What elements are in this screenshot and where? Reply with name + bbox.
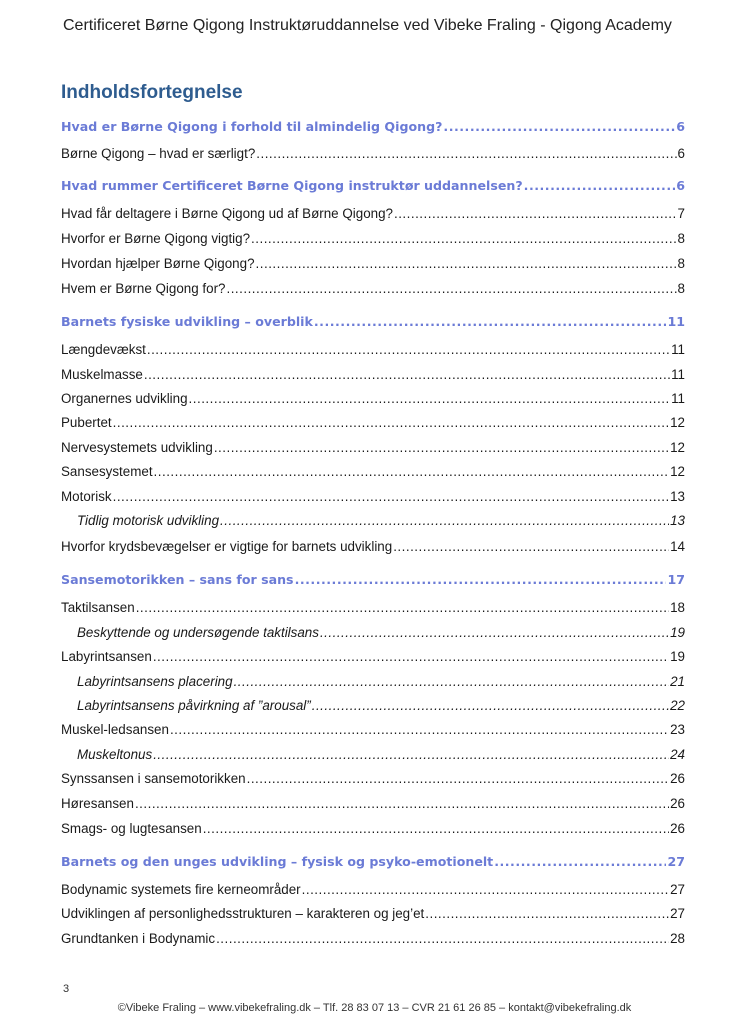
toc-entry-page: 8	[677, 281, 685, 296]
toc-entry-page: 26	[670, 771, 685, 786]
toc-entry-page: 27	[670, 882, 685, 897]
toc-leader-dots	[295, 571, 667, 589]
toc-leader-dots	[425, 905, 669, 923]
toc-entry[interactable]	[61, 599, 685, 617]
toc-entry-label: Synssansen i sansemotorikken	[61, 771, 246, 786]
toc-entry-page: 27	[667, 854, 685, 869]
toc-leader-dots	[393, 538, 669, 556]
toc-entry-label: Længdevækst	[61, 342, 146, 357]
toc-entry[interactable]	[61, 795, 685, 813]
toc-entry-page: 23	[670, 722, 685, 737]
toc-entry[interactable]	[61, 463, 685, 481]
toc-entry-page: 21	[670, 674, 685, 689]
toc-entry-page: 11	[671, 367, 685, 382]
toc-leader-dots	[136, 599, 669, 617]
toc-entry-page: 18	[670, 600, 685, 615]
toc-entry-label: Hvad er Børne Qigong i forhold til almindelig Qigong?	[61, 119, 443, 134]
toc-entry-page: 19	[670, 649, 685, 664]
toc-entry-page: 6	[677, 146, 685, 161]
toc-leader-dots	[153, 648, 669, 666]
toc-leader-dots	[251, 230, 677, 248]
toc-entry-label: Muskeltonus	[77, 747, 153, 762]
toc-entry-page: 14	[670, 539, 685, 554]
toc-leader-dots	[203, 820, 669, 838]
toc-entry-label: Børne Qigong – hvad er særligt?	[61, 146, 256, 161]
toc-entry-page: 7	[677, 206, 685, 221]
toc-leader-dots	[256, 145, 676, 163]
toc-entry-label: Organernes udvikling	[61, 391, 188, 406]
toc-entry[interactable]	[61, 820, 685, 838]
toc-entry-page: 6	[676, 119, 685, 134]
toc-leader-dots	[394, 205, 677, 223]
toc-entry[interactable]	[61, 205, 685, 223]
toc-leader-dots	[216, 930, 669, 948]
toc-leader-dots	[220, 512, 669, 530]
toc-leader-dots	[189, 390, 671, 408]
toc-entry-page: 13	[670, 489, 685, 504]
toc-entry-page: 12	[670, 464, 685, 479]
toc-entry-label: Muskelmasse	[61, 367, 143, 382]
toc-entry-page: 12	[670, 415, 685, 430]
toc-entry-label: Tidlig motorisk udvikling	[77, 513, 220, 528]
toc-entry-page: 13	[670, 513, 685, 528]
toc-entry-label: Høresansen	[61, 796, 134, 811]
toc-leader-dots	[147, 341, 670, 359]
toc-entry-label: Muskel-ledsansen	[61, 722, 169, 737]
document-header: Certificeret Børne Qigong Instruktøruddannelse ved Vibeke Fraling - Qigong Academy	[63, 17, 672, 34]
toc-leader-dots	[153, 746, 669, 764]
toc-leader-dots	[320, 624, 669, 642]
toc-leader-dots	[312, 697, 669, 715]
toc-leader-dots	[226, 280, 676, 298]
toc-entry[interactable]	[61, 648, 685, 666]
toc-entry[interactable]	[61, 230, 685, 248]
toc-entry-label: Hvem er Børne Qigong for?	[61, 281, 226, 296]
toc-entry[interactable]	[61, 118, 685, 136]
toc-leader-dots	[524, 177, 676, 195]
toc-entry[interactable]	[61, 770, 685, 788]
toc-entry[interactable]	[61, 930, 685, 948]
toc-entry[interactable]	[61, 313, 685, 331]
toc-leader-dots	[247, 770, 670, 788]
toc-entry-label: Beskyttende og undersøgende taktilsans	[77, 625, 319, 640]
toc-entry-label: Hvorfor krydsbevægelser er vigtige for barnets udvikling	[61, 539, 393, 554]
toc-entry[interactable]	[61, 341, 685, 359]
toc-entry-label: Udviklingen af personlighedsstrukturen – karakteren og jeg’et	[61, 906, 425, 921]
toc-entry-label: Hvad rummer Certificeret Børne Qigong instruktør uddannelsen?	[61, 178, 523, 193]
toc-entry-page: 24	[670, 747, 685, 762]
toc-entry-label: Hvorfor er Børne Qigong vigtig?	[61, 231, 251, 246]
toc-leader-dots	[314, 313, 667, 331]
toc-title: Indholdsfortegnelse	[61, 82, 243, 103]
toc-entry-page: 28	[670, 931, 685, 946]
toc-entry[interactable]	[77, 512, 685, 530]
toc-entry[interactable]	[61, 538, 685, 556]
toc-entry-label: Labyrintsansens placering	[77, 674, 233, 689]
toc-leader-dots	[154, 463, 670, 481]
toc-entry[interactable]	[61, 905, 685, 923]
toc-entry-label: Taktilsansen	[61, 600, 135, 615]
toc-entry[interactable]	[61, 414, 685, 432]
toc-entry-label: Labyrintsansen	[61, 649, 152, 664]
toc-entry[interactable]	[61, 280, 685, 298]
toc-entry[interactable]	[61, 721, 685, 739]
toc-entry-page: 26	[670, 796, 685, 811]
toc-entry[interactable]	[61, 488, 685, 506]
toc-entry-label: Smags- og lugtesansen	[61, 821, 202, 836]
toc-entry-label: Pubertet	[61, 415, 112, 430]
toc-entry[interactable]	[61, 439, 685, 457]
toc-entry-page: 8	[677, 231, 685, 246]
toc-entry[interactable]	[61, 177, 685, 195]
toc-leader-dots	[234, 673, 670, 691]
toc-entry-page: 22	[670, 698, 685, 713]
toc-entry[interactable]	[61, 571, 685, 589]
page-number: 3	[63, 983, 70, 995]
toc-entry-page: 27	[670, 906, 685, 921]
toc-entry-page: 11	[667, 314, 685, 329]
toc-entry-page: 19	[670, 625, 685, 640]
toc-leader-dots	[144, 366, 670, 384]
toc-entry-page: 6	[676, 178, 685, 193]
toc-leader-dots	[135, 795, 669, 813]
toc-leader-dots	[214, 439, 669, 457]
toc-entry-label: Motorisk	[61, 489, 112, 504]
toc-entry-page: 12	[670, 440, 685, 455]
toc-entry[interactable]	[61, 881, 685, 899]
toc-entry-label: Barnets fysiske udvikling – overblik	[61, 314, 313, 329]
toc-entry-label: Grundtanken i Bodynamic	[61, 931, 216, 946]
toc-entry-page: 11	[671, 342, 685, 357]
toc-entry[interactable]	[77, 673, 685, 691]
toc-leader-dots	[113, 488, 669, 506]
toc-entry[interactable]	[77, 746, 685, 764]
toc-entry-label: Hvad får deltagere i Børne Qigong ud af Børne Qigong?	[61, 206, 393, 221]
toc-entry[interactable]	[61, 145, 685, 163]
toc-leader-dots	[170, 721, 669, 739]
toc-entry-label: Nervesystemets udvikling	[61, 440, 213, 455]
toc-leader-dots	[256, 255, 677, 273]
toc-entry[interactable]	[61, 390, 685, 408]
toc-leader-dots	[113, 414, 669, 432]
toc-entry-label: Hvordan hjælper Børne Qigong?	[61, 256, 255, 271]
toc-entry-label: Sansemotorikken – sans for sans	[61, 572, 294, 587]
toc-entry-label: Sansesystemet	[61, 464, 153, 479]
toc-entry[interactable]	[77, 697, 685, 715]
toc-entry-label: Labyrintsansens påvirkning af ”arousal”	[77, 698, 311, 713]
toc-entry[interactable]	[77, 624, 685, 642]
toc-entry[interactable]	[61, 853, 685, 871]
toc-entry-page: 17	[667, 572, 685, 587]
toc-leader-dots	[302, 881, 669, 899]
toc-entry-page: 11	[671, 391, 685, 406]
toc-leader-dots	[443, 118, 675, 136]
toc-entry[interactable]	[61, 366, 685, 384]
toc-entry-label: Bodynamic systemets fire kerneområder	[61, 882, 301, 897]
document-footer: ©Vibeke Fraling – www.vibekefraling.dk – Tlf. 28 83 07 13 – CVR 21 61 26 85 – kontakt@vibekefraling.dk	[117, 1002, 632, 1014]
toc-entry[interactable]	[61, 255, 685, 273]
toc-entry-page: 8	[677, 256, 685, 271]
toc-entry-page: 26	[670, 821, 685, 836]
toc-leader-dots	[494, 853, 666, 871]
toc-entry-label: Barnets og den unges udvikling – fysisk og psyko-emotionelt	[61, 854, 494, 869]
